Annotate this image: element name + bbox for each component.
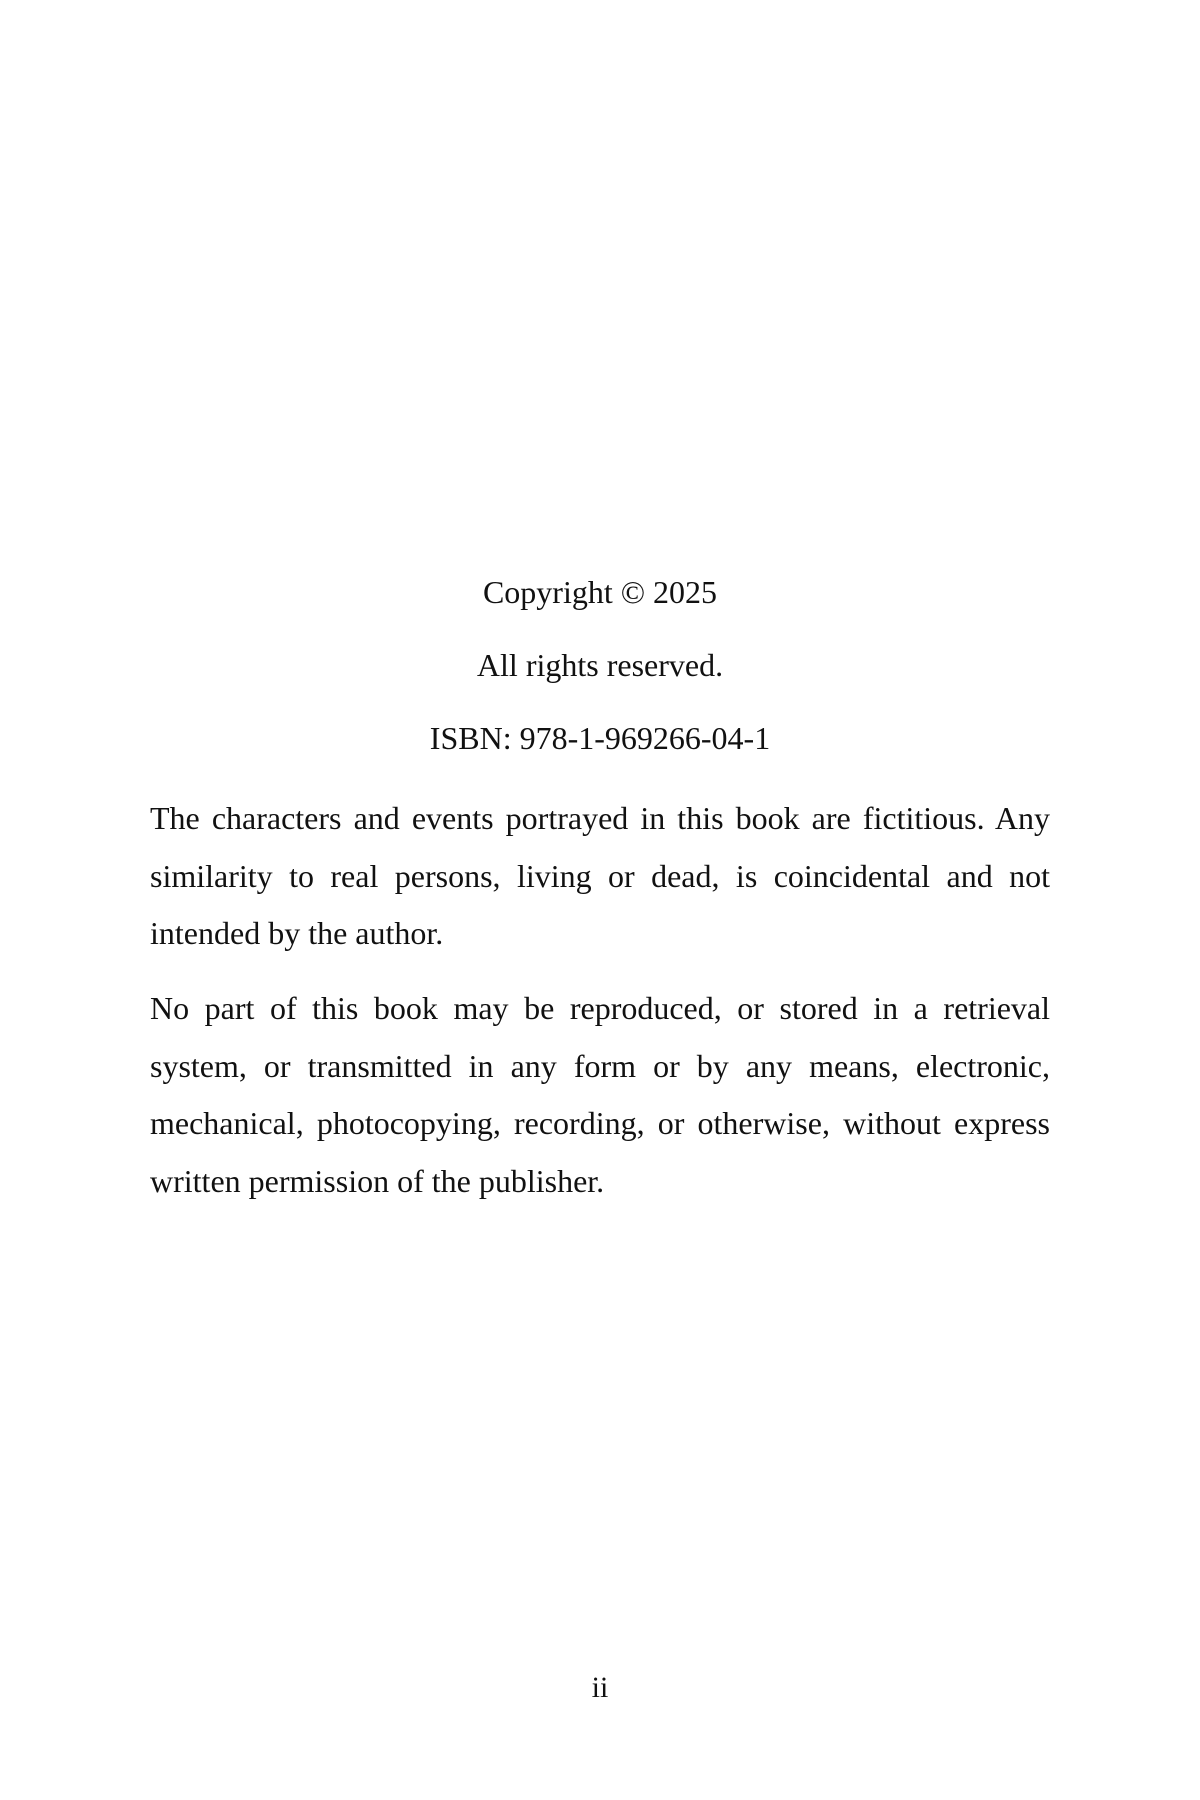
isbn-line: ISBN: 978-1-969266-04-1 xyxy=(429,720,771,756)
copyright-notice: Copyright © 2025 xyxy=(482,574,718,610)
rights-reserved-notice: All rights reserved. xyxy=(476,647,724,683)
fiction-disclaimer-paragraph: The characters and events portrayed in this book are fictitious. Any similarity to real persons, living or dead, is coincidental and not intended by the author. xyxy=(150,800,1050,951)
reproduction-rights-paragraph: No part of this book may be reproduced, or stored in a retrieval system, or transmitted in any form or by any means, electronic, mechanical, photocopying, recording, or otherwise, without express written permission of the publisher. xyxy=(150,990,1050,1199)
page-number: ii xyxy=(591,1671,609,1704)
